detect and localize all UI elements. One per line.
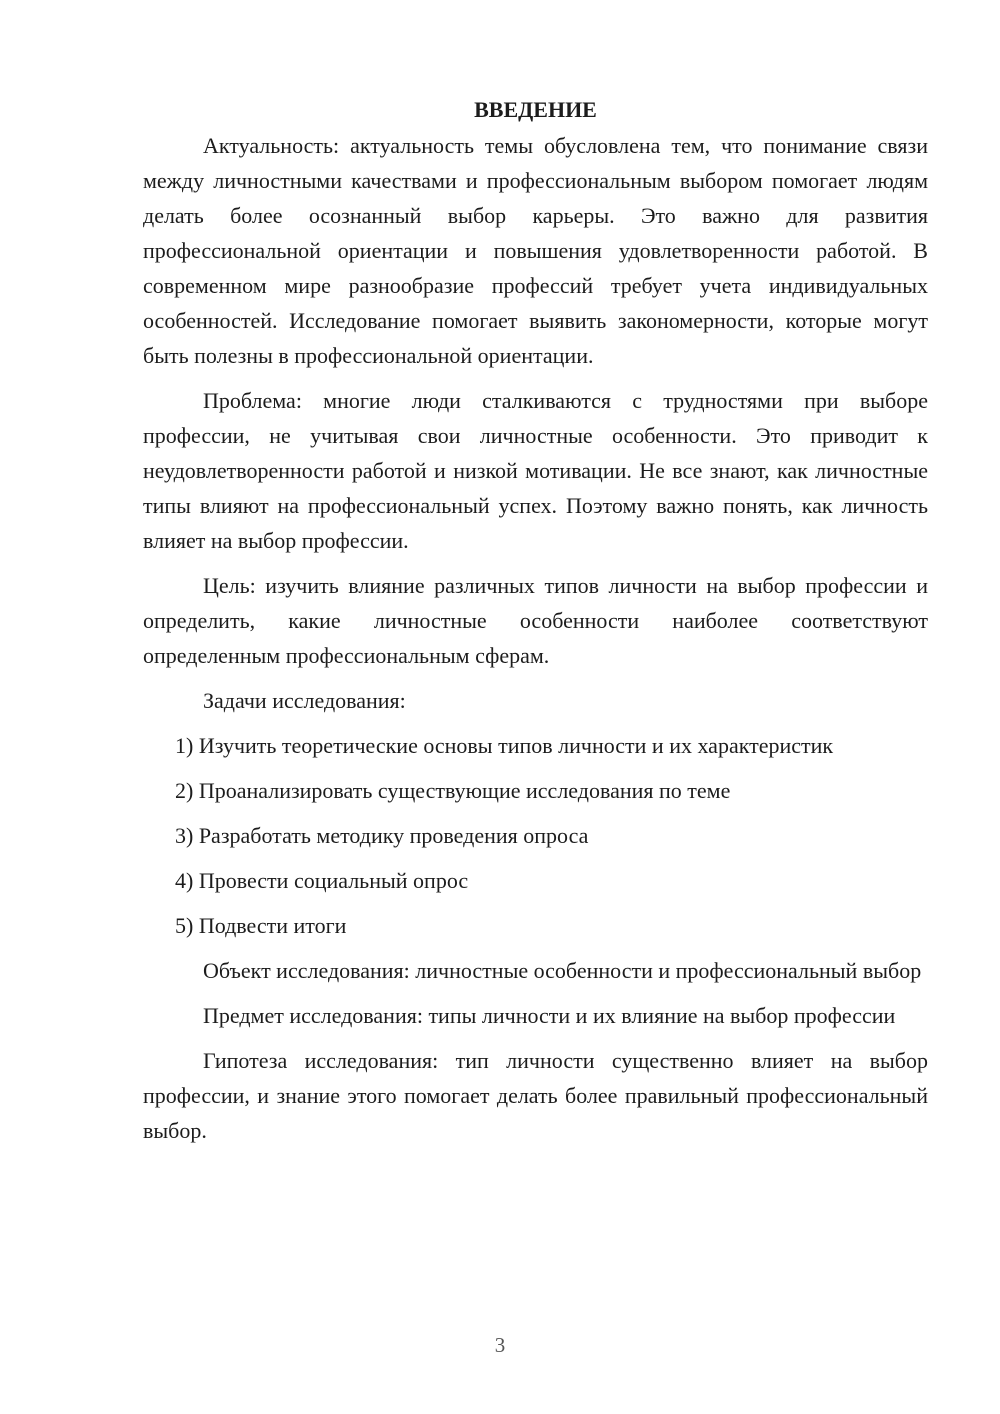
paragraph-hypothesis: Гипотеза исследования: тип личности существенно влияет на выбор профессии, и знание этого помогает делать более правильный профессиональный выбор. — [143, 1048, 928, 1143]
list-item: 5) Подвести итоги — [175, 913, 347, 938]
tasks-heading: Задачи исследования: — [203, 688, 406, 713]
list-item: 1) Изучить теоретические основы типов личности и их характеристик — [175, 733, 834, 758]
page-content — [143, 92, 928, 1158]
list-item: 3) Разработать методику проведения опроса — [175, 823, 589, 848]
list-item: 4) Провести социальный опрос — [175, 868, 469, 893]
paragraph-problem: Проблема: многие люди сталкиваются с трудностями при выборе профессии, не учитывая свои личностные особенности. Это приводит к неудовлетворенности работой и низкой мотивации. Не все знают, как личностные типы влияют на профессиональный успех. Поэтому важно понять, как личность влияет на выбор профессии. — [143, 388, 928, 553]
tasks-list — [143, 728, 928, 943]
paragraph-goal: Цель: изучить влияние различных типов личности на выбор профессии и определить, какие личностные особенности наиболее соответствуют определенным профессиональным сферам. — [143, 573, 928, 668]
paragraph-object: Объект исследования: личностные особенности и профессиональный выбор — [203, 958, 922, 983]
paragraph-relevance: Актуальность: актуальность темы обусловлена тем, что понимание связи между личностными качествами и профессиональным выбором помогает людям делать более осознанный выбор карьеры. Это важно для развития профессиональной ориентации и повышения удовлетворенности работой. В современном мире разнообразие профессий требует учета индивидуальных особенностей. Исследование помогает выявить закономерности, которые могут быть полезны в профессиональной ориентации. — [143, 133, 928, 368]
page-title: ВВЕДЕНИЕ — [474, 97, 597, 122]
page-number: 3 — [494, 1333, 506, 1357]
paragraph-subject: Предмет исследования: типы личности и их влияние на выбор профессии — [203, 1003, 896, 1028]
list-item: 2) Проанализировать существующие исследования по теме — [175, 778, 731, 803]
